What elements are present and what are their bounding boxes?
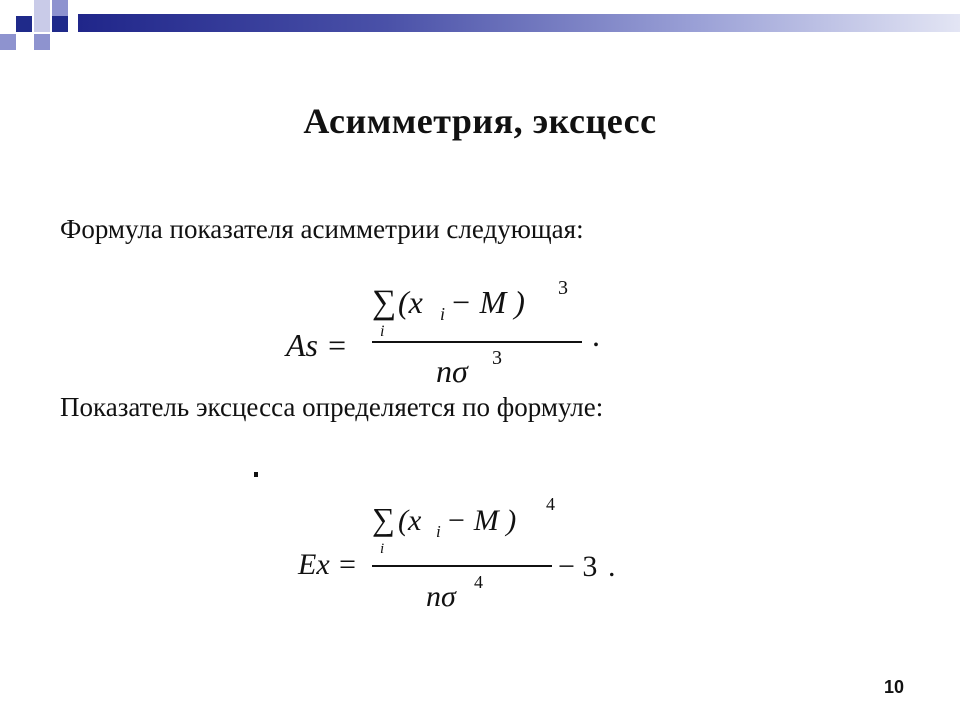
page-number: 10 [883, 677, 904, 697]
asymmetry-numerator-subscript: i [440, 304, 446, 324]
excess-sum-symbol: ∑ [372, 501, 395, 537]
stray-mark [254, 472, 258, 477]
asymmetry-sum-symbol: ∑ [372, 284, 397, 321]
asymmetry-lhs: As = [286, 327, 348, 363]
excess-numerator: (x [398, 504, 422, 537]
asymmetry-intro-text: Формула показателя асимметрии следующая: [60, 214, 584, 244]
asymmetry-denominator-power: 3 [492, 347, 502, 369]
asymmetry-sum-index: i [380, 323, 385, 340]
excess-numerator-power: 4 [546, 494, 555, 514]
excess-sum-index: i [380, 541, 385, 557]
excess-numerator-subscript: i [436, 522, 441, 541]
asymmetry-trailing-dot: . [592, 317, 600, 353]
asymmetry-numerator-power: 3 [558, 277, 568, 299]
slide-title: Асимметрия, эксцесс [303, 101, 657, 141]
excess-trailing-dot: . [608, 550, 616, 583]
excess-denominator: nσ [426, 580, 456, 613]
excess-numerator-rest: − M ) [446, 504, 517, 537]
excess-formula [297, 494, 616, 613]
excess-minus-constant: − 3 [558, 550, 598, 583]
asymmetry-denominator: nσ [436, 353, 468, 389]
excess-denominator-power: 4 [474, 572, 483, 592]
asymmetry-formula [284, 277, 600, 389]
excess-intro-text: Показатель эксцесса определяется по формуле: [60, 392, 604, 422]
asymmetry-numerator-rest: − M ) [450, 284, 525, 320]
asymmetry-numerator: (x [398, 284, 423, 320]
excess-lhs: Ex = [298, 548, 358, 581]
